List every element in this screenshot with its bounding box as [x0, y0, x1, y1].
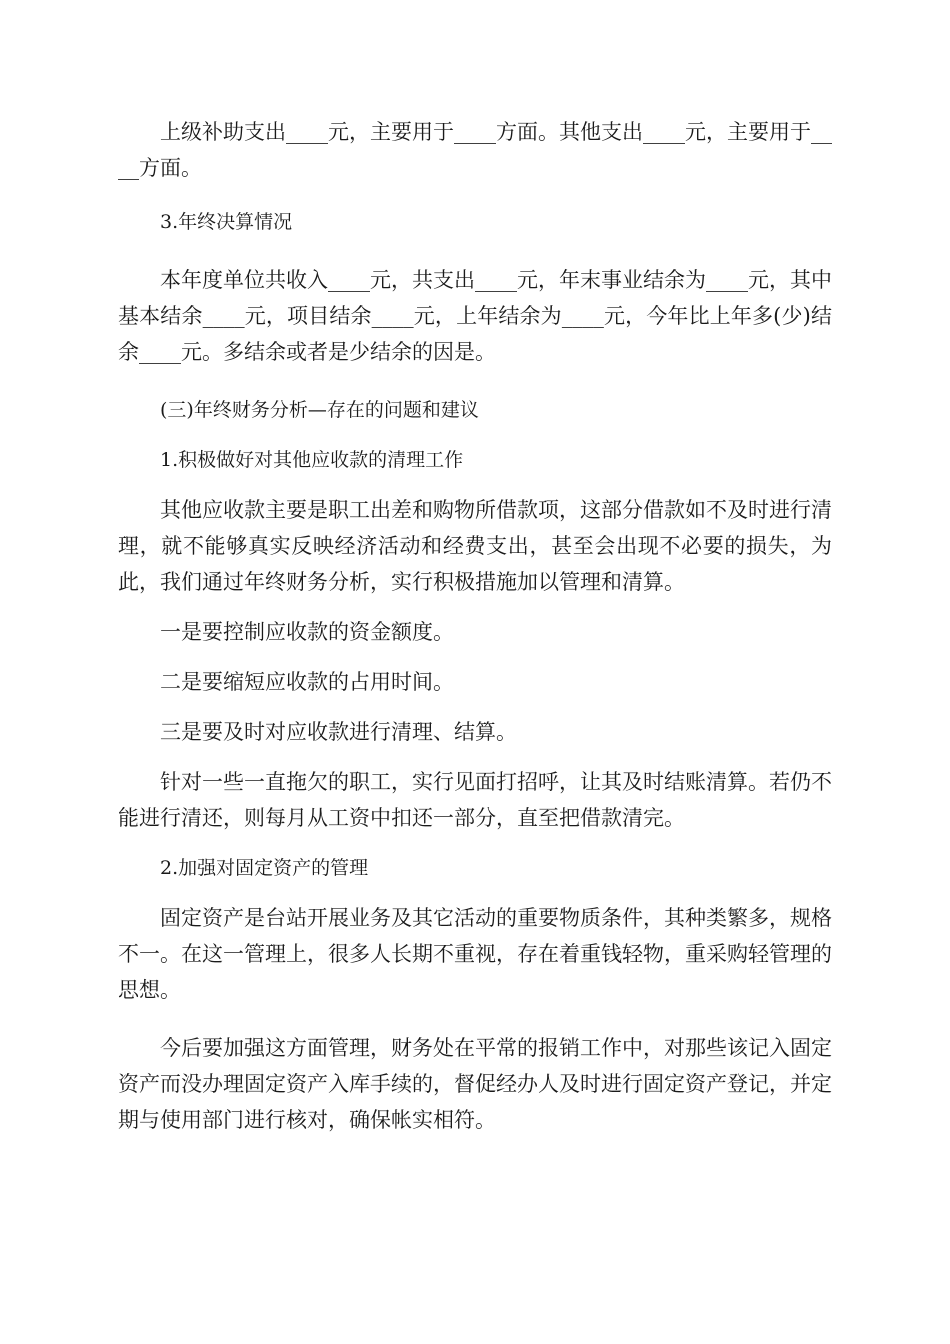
paragraph-settlement-summary: 本年度单位共收入____元，共支出____元，年末事业结余为____元，其中基本结余____元，项目结余____元，上年结余为____元，今年比上年多(少)结余____元。多结余或者是少结余的因是。: [118, 268, 832, 364]
heading-receivables-cleanup: 1.积极做好对其他应收款的清理工作: [160, 449, 464, 471]
paragraph-receivables-description: 其他应收款主要是职工出差和购物所借款项，这部分借款如不及时进行清理，就不能够真实反映经济活动和经费支出，甚至会出现不必要的损失，为此，我们通过年终财务分析，实行积极措施加以管理和清算。: [118, 498, 832, 594]
heading-year-end-settlement: 3.年终决算情况: [160, 211, 293, 233]
paragraph-timely-settlement: 三是要及时对应收款进行清理、结算。: [160, 720, 517, 744]
heading-problems-and-suggestions: (三)年终财务分析—存在的问题和建议: [160, 399, 479, 421]
heading-fixed-assets: 2.加强对固定资产的管理: [160, 857, 369, 879]
paragraph-fixed-assets-description: 固定资产是台站开展业务及其它活动的重要物质条件，其种类繁多，规格不一。在这一管理上，很多人长期不重视，存在着重钱轻物，重采购轻管理的思想。: [118, 906, 832, 1002]
paragraph-overdue-staff: 针对一些一直拖欠的职工，实行见面打招呼，让其及时结账清算。若仍不能进行清还，则每月从工资中扣还一部分，直至把借款清完。: [118, 770, 832, 830]
paragraph-fixed-assets-plan: 今后要加强这方面管理，财务处在平常的报销工作中，对那些该记入固定资产而没办理固定资产入库手续的，督促经办人及时进行固定资产登记，并定期与使用部门进行核对，确保帐实相符。: [118, 1036, 832, 1132]
document-body: [118, 114, 832, 1138]
paragraph-shorten-time: 二是要缩短应收款的占用时间。: [160, 670, 454, 694]
paragraph-subsidy-expenses: 上级补助支出____元，主要用于____方面。其他支出____元，主要用于____方面。: [118, 120, 832, 180]
paragraph-control-amount: 一是要控制应收款的资金额度。: [160, 620, 454, 644]
